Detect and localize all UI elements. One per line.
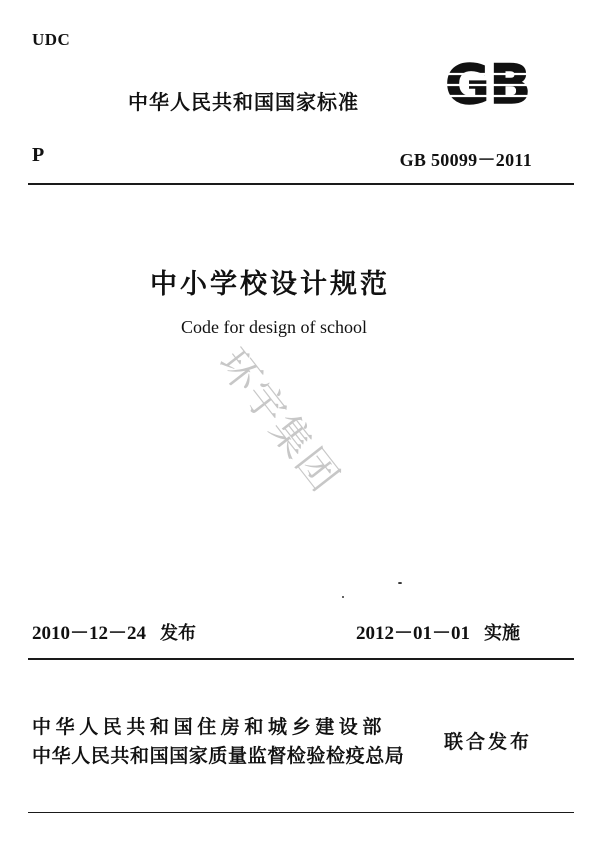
header-divider [28,183,574,185]
gb-logo-text: GB [445,54,531,112]
gb-logo-icon [436,54,540,112]
print-speck [342,596,344,598]
implement-date: 2012－01－01 [356,623,471,644]
issue-date: 2010－12－24 [32,623,147,644]
issue-date-line [32,618,196,645]
print-speck [398,582,402,584]
standard-number: GB 50099－2011 [399,150,532,170]
implement-date-line [356,618,520,645]
joint-issue-label: 联合发布 [444,731,533,753]
bottom-divider [28,812,574,813]
document-title-english: Code for design of school [181,317,367,337]
gb-logo [436,54,540,116]
issuer-aqsiq: 中华人民共和国国家质量监督检验检疫总局 [32,745,405,767]
issue-label: 发布 [160,623,197,644]
issuer-ministry-housing: 中华人民共和国住房和城乡建设部 [32,716,387,738]
udc-label: UDC [32,30,71,49]
footer-divider [28,658,574,660]
org-title: 中华人民共和国国家标准 [128,90,359,114]
watermark: 环宇集团 [208,340,349,502]
implement-label: 实施 [484,623,521,644]
document-title-chinese: 中小学校设计规范 [150,269,390,300]
category-letter: P [32,144,45,166]
